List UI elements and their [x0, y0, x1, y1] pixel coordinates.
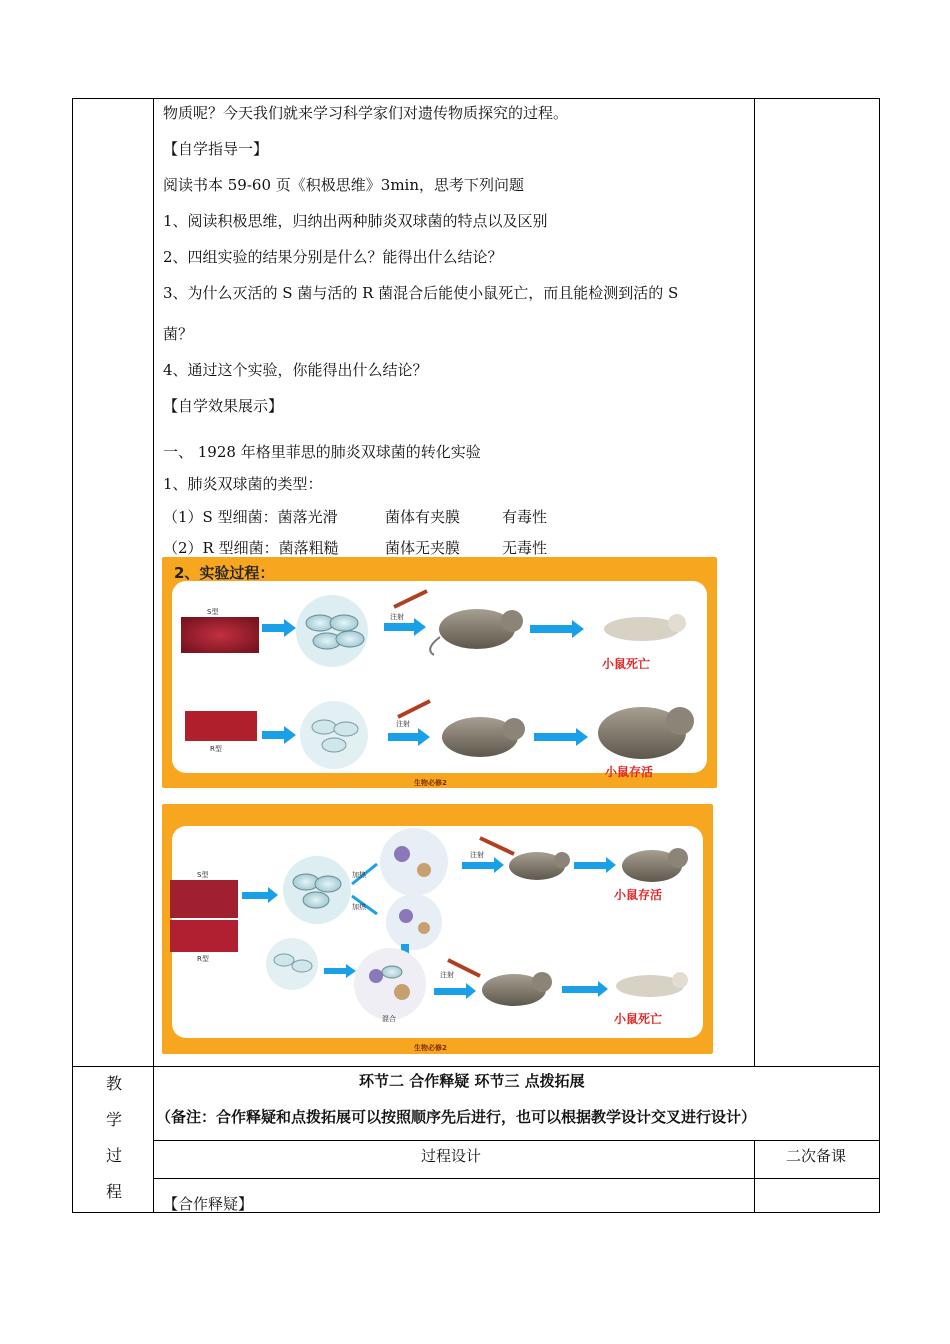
r-cell-1 [312, 720, 336, 734]
mouse-icon-1-tail [430, 637, 440, 655]
s-bacteria-cluster [296, 595, 368, 667]
figure-2-inject-2: 注射 [440, 971, 454, 979]
arrow-f [562, 986, 598, 993]
figure-2-heat-1: 加热 [352, 871, 366, 879]
mouse-icon-1-head [554, 852, 570, 868]
figure-2-result-1: 小鼠存活 [614, 888, 663, 902]
experiment-figure-2 [162, 804, 713, 1054]
arrow-1c-head [572, 620, 584, 638]
mouse-icon-2-head [532, 972, 552, 992]
figure-2-r-label: R型 [197, 955, 209, 963]
question-4: 4、通过这个实验，你能得出什么结论？ [163, 361, 428, 379]
arrow-a [242, 892, 268, 899]
figure-2-result-2: 小鼠死亡 [614, 1012, 663, 1026]
arrow-d [324, 968, 346, 974]
figure-2-heat-2: 加热 [352, 903, 366, 911]
question-3-line-2: 菌？ [163, 325, 194, 343]
syringe-icon [394, 591, 427, 607]
question-1: 1、阅读积极思维，归纳出两种肺炎双球菌的特点以及区别 [163, 212, 548, 230]
type-s-toxicity: 有毒性 [502, 508, 548, 526]
live-mouse-icon-head [666, 707, 694, 735]
arrow-2c [534, 733, 576, 741]
mixed-fragment-1 [369, 969, 383, 983]
dead-mouse-icon-head [668, 614, 686, 632]
mouse-icon-1-head [501, 610, 523, 632]
column-header-design: 过程设计 [421, 1147, 482, 1165]
arrow-f-head [598, 981, 608, 997]
heated-s-bacteria-1 [380, 828, 448, 896]
process-label-char-1: 教 [105, 1074, 122, 1093]
arrow-e-head [466, 983, 476, 999]
arrow-1c [530, 625, 572, 633]
figure-1-title: 2、实验过程： [174, 564, 275, 582]
figure-1-r-label: R型 [210, 745, 222, 753]
figure-2-inject-1: 注射 [470, 851, 484, 859]
syringe-icon-2 [398, 701, 430, 717]
mixed-fragment-2 [394, 984, 410, 1000]
figure-1-result-1: 小鼠死亡 [602, 657, 651, 671]
arrow-1a-head [284, 619, 296, 637]
experiment-figure-1 [162, 557, 717, 788]
figure-1-footer: 生物必修2 [414, 779, 447, 787]
arrow-a-head [268, 887, 278, 903]
arrow-b [462, 862, 494, 869]
figure-2-footer: 生物必修2 [414, 1044, 447, 1052]
arrow-c-head [606, 857, 616, 873]
figure-1-drawing [162, 557, 717, 788]
syringe-icon-1 [480, 838, 514, 854]
dead-mouse-icon-head [672, 972, 688, 988]
type-s-name: （1）S 型细菌：菌落光滑 [163, 508, 338, 526]
figure-2-s-label: S型 [197, 871, 209, 879]
s-cell-2 [315, 876, 341, 892]
arrow-e [434, 988, 466, 995]
mixed-bacteria [354, 948, 426, 1020]
col-divider-left [153, 98, 154, 1213]
figure-2-mix-label: 混合 [382, 1015, 396, 1023]
r-cell-2 [292, 960, 312, 972]
arrow-1b-head [414, 618, 426, 636]
figure-1-result-2: 小鼠存活 [605, 765, 654, 779]
question-2: 2、四组实验的结果分别是什么？能得出什么结论？ [163, 248, 503, 266]
type-r-name: （2）R 型细菌：菌落粗糙 [163, 539, 339, 557]
row-divider-2 [153, 1140, 880, 1141]
arrow-2a [262, 731, 284, 739]
process-label-char-3: 过 [105, 1146, 122, 1165]
row-divider-1 [72, 1066, 880, 1067]
section-1-title: 一、 1928 年格里菲思的肺炎双球菌的转化实验 [163, 443, 481, 461]
intro-line: 物质呢？今天我们就来学习科学家们对遗传物质探究的过程。 [163, 104, 569, 122]
stage-note: （备注：合作释疑和点拨拓展可以按照顺序先后进行，也可以根据教学设计交叉进行设计） [156, 1108, 757, 1126]
figure-1-s-label: S型 [207, 608, 219, 616]
arrow-2b [388, 733, 418, 741]
mixed-cell [382, 966, 402, 978]
heated-s-fragment-1 [394, 846, 410, 862]
arrow-d-head [346, 964, 356, 978]
s-cell-4 [336, 631, 364, 647]
column-header-notes: 二次备课 [786, 1147, 847, 1165]
s-cell-2 [330, 615, 358, 631]
type-r-capsule: 菌体无夹膜 [385, 539, 461, 557]
s-type-dish [181, 617, 259, 653]
heated-s-fragment-2 [417, 863, 431, 877]
figure-1-inject-2: 注射 [396, 720, 410, 728]
r-cell-3 [322, 738, 346, 752]
type-s-capsule: 菌体有夹膜 [385, 508, 461, 526]
heated-s-fragment-3 [399, 909, 413, 923]
arrow-c [574, 862, 606, 869]
types-heading: 1、肺炎双球菌的类型： [163, 475, 323, 493]
coop-heading: 【合作释疑】 [163, 1195, 254, 1213]
process-label-char-4: 程 [105, 1182, 122, 1201]
reading-task: 阅读书本 59-60 页《积极思维》3min，思考下列问题 [163, 176, 525, 194]
r-cell-2 [334, 722, 358, 736]
figure-1-inject-1: 注射 [390, 613, 404, 621]
process-label-char-2: 学 [105, 1110, 122, 1129]
s-cell-3 [303, 892, 329, 908]
arrow-b-head [494, 857, 504, 873]
guide-heading: 【自学指导一】 [163, 140, 269, 158]
s-type-dish [170, 880, 238, 918]
mouse-icon-2-head [503, 718, 525, 740]
type-r-toxicity: 无毒性 [502, 539, 548, 557]
live-mouse-icon-head [668, 848, 688, 868]
arrow-2a-head [284, 726, 296, 744]
r-bacteria-cluster [300, 701, 368, 769]
heated-s-bacteria-2 [386, 894, 442, 950]
table-border-left [72, 98, 73, 1213]
col-divider-right-upper [754, 98, 755, 1067]
arrow-2c-head [576, 728, 588, 746]
arrow-2b-head [418, 728, 430, 746]
heated-s-fragment-4 [418, 922, 430, 934]
question-3-line-1: 3、为什么灭活的 S 菌与活的 R 菌混合后能使小鼠死亡，而且能检测到活的 S [163, 284, 679, 302]
show-heading: 【自学效果展示】 [163, 397, 284, 415]
row-divider-3 [153, 1178, 880, 1179]
arrow-1b [384, 623, 414, 631]
arrow-1a [262, 624, 284, 632]
table-border-right [879, 98, 880, 1213]
r-cell-1 [274, 954, 294, 966]
r-type-dish [170, 920, 238, 952]
r-type-dish [185, 711, 257, 741]
stage-heading: 环节二 合作释疑 环节三 点拨拓展 [359, 1072, 585, 1090]
s-bacteria-cluster [283, 856, 351, 924]
col-divider-right-lower [754, 1140, 755, 1213]
table-border-top [72, 98, 880, 99]
